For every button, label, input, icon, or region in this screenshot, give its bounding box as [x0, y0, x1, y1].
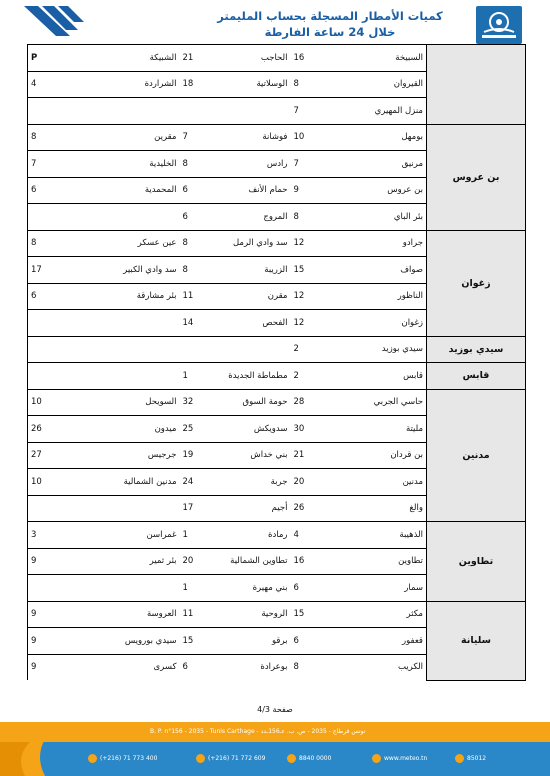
station-col-3: بومهل: [325, 124, 427, 151]
station-col-2: برقو: [207, 628, 291, 655]
station-col-2: جربة: [207, 469, 291, 496]
value-col-3: 10: [291, 124, 325, 151]
value-col-1: 8: [28, 230, 92, 257]
station-col-3: صواف: [325, 257, 427, 284]
value-col-1: 8: [28, 124, 92, 151]
value-col-3: 9: [291, 177, 325, 204]
value-col-3: 30: [291, 416, 325, 443]
station-col-2: الحاجب: [207, 45, 291, 72]
value-col-1: 10: [28, 469, 92, 496]
station-col-1: بئر ثمير: [92, 548, 180, 575]
value-col-1: 3: [28, 522, 92, 549]
governorate-cell: بن عروس: [427, 124, 526, 230]
value-col-2: 8: [180, 257, 207, 284]
value-col-1: 27: [28, 442, 92, 469]
globe-icon: [372, 754, 381, 763]
station-col-2: [207, 98, 291, 125]
station-col-3: سيدي بوزيد: [325, 336, 427, 363]
station-col-2: سد وادي الرمل: [207, 230, 291, 257]
table-row: [28, 45, 526, 72]
governorate-cell: زغوان: [427, 230, 526, 336]
station-col-1: كسرى: [92, 654, 180, 680]
station-col-1: مدنين الشمالية: [92, 469, 180, 496]
station-col-3: القيروان: [325, 71, 427, 98]
governorate-cell: [427, 45, 526, 125]
station-col-3: تطاوين: [325, 548, 427, 575]
governorate-cell: مدنين: [427, 389, 526, 522]
station-col-3: مرنيق: [325, 151, 427, 178]
station-col-2: رادس: [207, 151, 291, 178]
station-col-3: قابس: [325, 363, 427, 390]
footer-phone-1: (+216) 71 773 400: [88, 754, 157, 763]
brand-stripes-graphic: [22, 6, 86, 46]
phone-icon: [88, 754, 97, 763]
mail-icon: [455, 754, 464, 763]
title-line-1: كميات الأمطار المسجلة بحساب المليمتر: [217, 9, 443, 23]
value-col-2: [180, 98, 207, 125]
footer-phone-3: 8840 0000: [287, 754, 331, 763]
station-col-2: فوشانة: [207, 124, 291, 151]
station-col-3: مكثر: [325, 601, 427, 628]
station-col-3: زغوان: [325, 310, 427, 337]
station-col-2: الروحية: [207, 601, 291, 628]
footer-phone-2: (+216) 71 772 609: [196, 754, 265, 763]
value-col-1: [28, 336, 92, 363]
governorate-cell: سليانة: [427, 601, 526, 680]
value-col-1: 9: [28, 601, 92, 628]
value-col-1: 10: [28, 389, 92, 416]
station-col-3: الذهيبة: [325, 522, 427, 549]
value-col-3: 2: [291, 336, 325, 363]
value-col-3: 12: [291, 283, 325, 310]
table-row: [28, 336, 526, 363]
value-col-3: 28: [291, 389, 325, 416]
value-col-1: [28, 98, 92, 125]
table-row: [28, 363, 526, 390]
station-col-2: حومة السوق: [207, 389, 291, 416]
governorate-cell: قابس: [427, 363, 526, 390]
station-col-3: الناظور: [325, 283, 427, 310]
footer-box: 85012: [455, 754, 486, 763]
value-col-3: 15: [291, 257, 325, 284]
station-col-1: غمراسن: [92, 522, 180, 549]
value-col-1: [28, 495, 92, 522]
value-col-1: 7: [28, 151, 92, 178]
station-col-2: الزريبة: [207, 257, 291, 284]
station-col-1: [92, 336, 180, 363]
page-footer: [0, 722, 550, 776]
station-col-3: جرادو: [325, 230, 427, 257]
value-col-2: 6: [180, 654, 207, 680]
value-col-1: [28, 204, 92, 231]
page-title: [200, 8, 460, 40]
table-row: [28, 389, 526, 416]
rainfall-table: [27, 44, 526, 681]
value-col-2: 20: [180, 548, 207, 575]
value-col-3: 12: [291, 310, 325, 337]
value-col-3: 20: [291, 469, 325, 496]
station-col-1: المحمدية: [92, 177, 180, 204]
value-col-3: 2: [291, 363, 325, 390]
station-col-1: السويحل: [92, 389, 180, 416]
footer-address: B. P. n°156 - 2035 - Tunis Carthage - تونس قرطاج - 2035 - ص. ب. عـ156ـدد: [150, 728, 366, 735]
value-col-2: 14: [180, 310, 207, 337]
station-col-1: الشبيكة: [92, 45, 180, 72]
station-col-2: مقرن: [207, 283, 291, 310]
value-col-1: 9: [28, 654, 92, 680]
value-col-3: 12: [291, 230, 325, 257]
fax-icon: [196, 754, 205, 763]
station-col-1: جرجيس: [92, 442, 180, 469]
table-row: [28, 230, 526, 257]
station-col-1: [92, 363, 180, 390]
station-col-2: أجيم: [207, 495, 291, 522]
value-col-2: 8: [180, 151, 207, 178]
value-col-1: 17: [28, 257, 92, 284]
value-col-3: 7: [291, 98, 325, 125]
value-col-2: 24: [180, 469, 207, 496]
value-col-2: 19: [180, 442, 207, 469]
station-col-3: مليتة: [325, 416, 427, 443]
table-row: [28, 124, 526, 151]
station-col-3: الكريب: [325, 654, 427, 680]
station-col-1: سيدي بورويس: [92, 628, 180, 655]
station-col-1: الخليدية: [92, 151, 180, 178]
institute-logo-icon: [476, 6, 522, 44]
station-col-1: مقرين: [92, 124, 180, 151]
station-col-2: الوسلاتية: [207, 71, 291, 98]
station-col-2: تطاوين الشمالية: [207, 548, 291, 575]
table-row: [28, 522, 526, 549]
station-col-1: عين عسكر: [92, 230, 180, 257]
value-col-2: 18: [180, 71, 207, 98]
phone-icon: [287, 754, 296, 763]
station-col-2: [207, 336, 291, 363]
value-col-3: 7: [291, 151, 325, 178]
title-line-2: خلال 24 ساعة الفارطة: [264, 25, 396, 39]
value-col-2: 17: [180, 495, 207, 522]
value-col-3: 21: [291, 442, 325, 469]
value-col-1: P: [28, 45, 92, 72]
station-col-1: سد وادي الكبير: [92, 257, 180, 284]
station-col-2: مطماطة الجديدة: [207, 363, 291, 390]
value-col-2: 1: [180, 363, 207, 390]
value-col-2: 32: [180, 389, 207, 416]
value-col-2: [180, 336, 207, 363]
station-col-3: مدنين: [325, 469, 427, 496]
footer-website[interactable]: www.meteo.tn: [372, 754, 427, 763]
value-col-2: 11: [180, 601, 207, 628]
station-col-3: بن قردان: [325, 442, 427, 469]
value-col-3: 8: [291, 654, 325, 680]
value-col-1: 6: [28, 177, 92, 204]
station-col-3: بئر الباي: [325, 204, 427, 231]
value-col-3: 16: [291, 548, 325, 575]
value-col-2: 6: [180, 177, 207, 204]
station-col-1: الشراردة: [92, 71, 180, 98]
station-col-3: منزل المهيري: [325, 98, 427, 125]
value-col-3: 8: [291, 204, 325, 231]
value-col-1: 6: [28, 283, 92, 310]
value-col-3: 4: [291, 522, 325, 549]
station-col-2: حمام الأنف: [207, 177, 291, 204]
value-col-2: 25: [180, 416, 207, 443]
value-col-3: 16: [291, 45, 325, 72]
value-col-2: 1: [180, 522, 207, 549]
station-col-2: المروج: [207, 204, 291, 231]
value-col-1: [28, 575, 92, 602]
station-col-1: [92, 495, 180, 522]
station-col-3: السبيخة: [325, 45, 427, 72]
value-col-1: 9: [28, 628, 92, 655]
value-col-1: [28, 363, 92, 390]
value-col-3: 26: [291, 495, 325, 522]
value-col-2: 8: [180, 230, 207, 257]
value-col-1: 4: [28, 71, 92, 98]
station-col-3: حاسي الجربي: [325, 389, 427, 416]
station-col-1: العروسة: [92, 601, 180, 628]
page-number: صفحة 4/3: [257, 705, 293, 714]
station-col-2: بوعرادة: [207, 654, 291, 680]
governorate-cell: تطاوين: [427, 522, 526, 602]
station-col-2: الفحص: [207, 310, 291, 337]
station-col-3: بن عروس: [325, 177, 427, 204]
value-col-3: 8: [291, 71, 325, 98]
station-col-1: ميدون: [92, 416, 180, 443]
value-col-2: 1: [180, 575, 207, 602]
value-col-2: 11: [180, 283, 207, 310]
station-col-2: رمادة: [207, 522, 291, 549]
value-col-1: 9: [28, 548, 92, 575]
governorate-cell: سيدي بوزيد: [427, 336, 526, 363]
station-col-2: سدويكش: [207, 416, 291, 443]
station-col-3: قعفور: [325, 628, 427, 655]
station-col-1: [92, 310, 180, 337]
station-col-1: بئر مشارقة: [92, 283, 180, 310]
value-col-1: 26: [28, 416, 92, 443]
station-col-2: بني خداش: [207, 442, 291, 469]
footer-wave-graphic: [0, 722, 90, 776]
station-col-3: سمار: [325, 575, 427, 602]
table-row: [28, 601, 526, 628]
value-col-1: [28, 310, 92, 337]
value-col-3: 6: [291, 628, 325, 655]
station-col-1: [92, 575, 180, 602]
value-col-2: 7: [180, 124, 207, 151]
station-col-1: [92, 98, 180, 125]
value-col-3: 6: [291, 575, 325, 602]
value-col-2: 6: [180, 204, 207, 231]
station-col-2: بني مهيرة: [207, 575, 291, 602]
value-col-2: 15: [180, 628, 207, 655]
value-col-3: 15: [291, 601, 325, 628]
value-col-2: 21: [180, 45, 207, 72]
station-col-3: والغ: [325, 495, 427, 522]
station-col-1: [92, 204, 180, 231]
